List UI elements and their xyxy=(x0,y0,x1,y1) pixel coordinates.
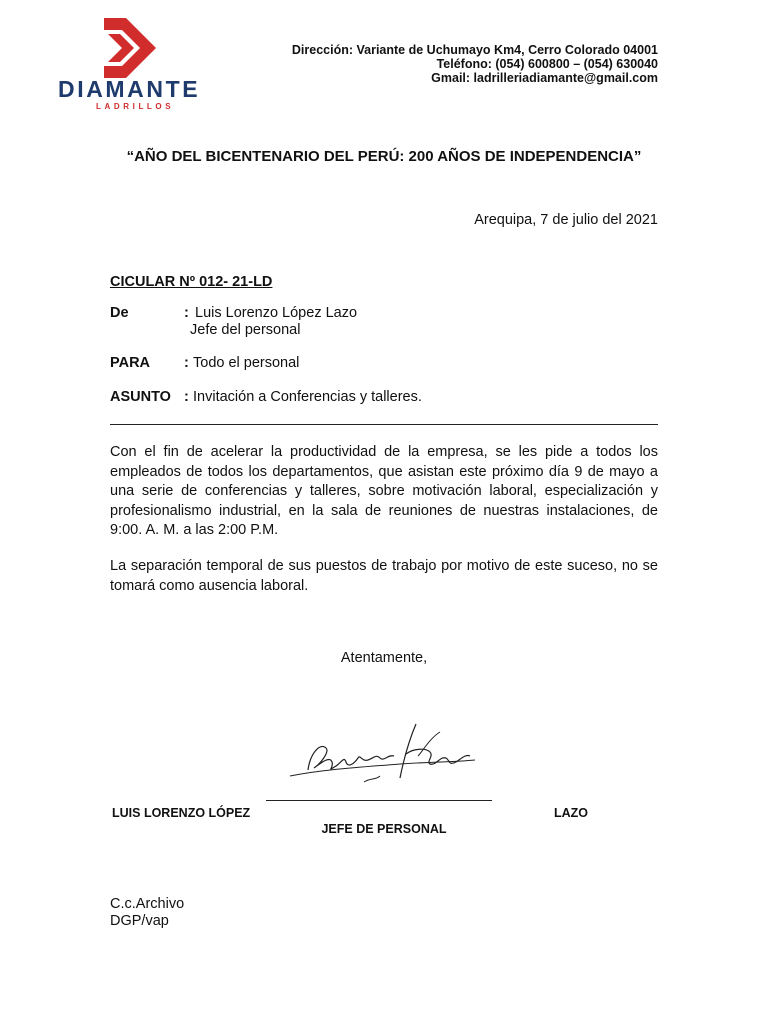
circular-number: CICULAR Nº 012- 21-LD xyxy=(110,274,273,290)
cc-block xyxy=(110,896,184,930)
signature-line xyxy=(266,800,492,801)
from-colon: : xyxy=(184,305,189,321)
to-colon: : xyxy=(184,355,189,371)
signer-name-part-1: LUIS LORENZO LÓPEZ xyxy=(112,806,251,820)
subject-value: Invitación a Conferencias y talleres. xyxy=(193,389,422,405)
body-paragraph-2: La separación temporal de sus puestos de trabajo por motivo de este suceso, no se tomará como ausencia laboral. xyxy=(110,558,658,594)
subject-label: ASUNTO xyxy=(110,389,171,405)
signer-title: JEFE DE PERSONAL xyxy=(321,822,447,836)
to-label: PARA xyxy=(110,355,151,371)
company-logo xyxy=(56,18,216,110)
from-role: Jefe del personal xyxy=(190,322,301,338)
contact-phone: Teléfono: (054) 600800 – (054) 630040 xyxy=(436,57,658,71)
contact-address: Dirección: Variante de Uchumayo Km4, Cerro Colorado 04001 xyxy=(291,43,658,57)
divider xyxy=(110,424,658,425)
to-value: Todo el personal xyxy=(193,355,300,371)
cc-line-1: C.c.Archivo xyxy=(110,896,185,912)
from-name: Luis Lorenzo López Lazo xyxy=(195,305,358,321)
letter-date: Arequipa, 7 de julio del 2021 xyxy=(474,212,658,228)
subject-colon: : xyxy=(184,389,189,405)
from-label: De xyxy=(110,305,129,321)
year-motto: “AÑO DEL BICENTENARIO DEL PERÚ: 200 AÑOS DE INDEPENDENCIA” xyxy=(126,148,642,165)
body-paragraph-1: Con el fin de acelerar la productividad de la empresa, se les pide a todos los empleados de todos los departamentos, que asistan este próximo día 9 de mayo a una serie de conferencias y talleres, sobre motivación laboral, especialización y profesionalismo industrial, en la sala de reuniones de nuestras instalaciones, de 9:00. A. M. a las 2:00 P.M. xyxy=(110,444,658,538)
contact-email: Gmail: ladrilleriadiamante@gmail.com xyxy=(431,71,658,85)
closing: Atentamente, xyxy=(340,650,428,666)
contact-block xyxy=(292,43,658,85)
cc-line-2: DGP/vap xyxy=(110,913,169,929)
diamond-logo-icon xyxy=(104,18,160,78)
logo-subtitle: LADRILLOS xyxy=(96,102,175,111)
signer-name-part-2: LAZO xyxy=(554,806,589,820)
logo-name: DIAMANTE xyxy=(58,76,201,102)
handwritten-signature xyxy=(280,718,480,798)
